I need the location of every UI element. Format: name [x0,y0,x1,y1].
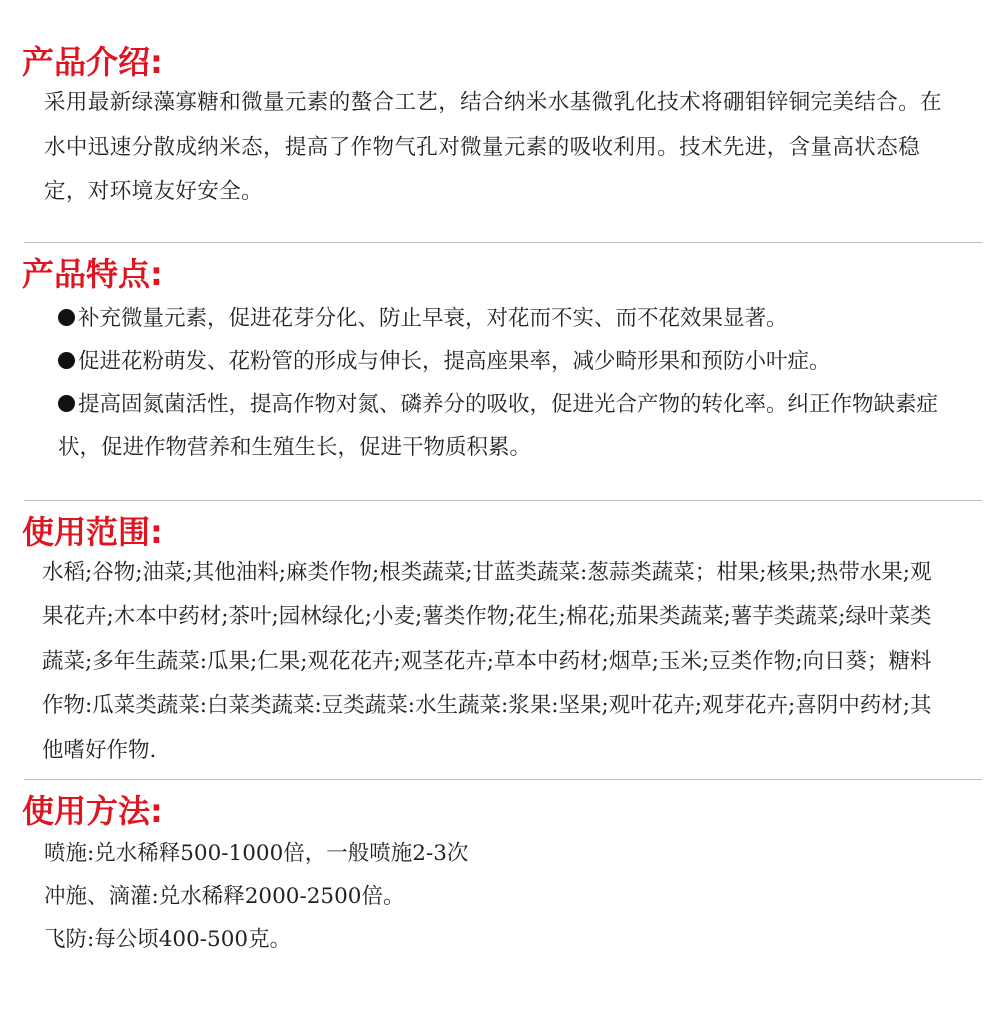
feature-item-text: 促进花粉萌发、花粉管的形成与伸长，提高座果率，减少畸形果和预防小叶症。 [78,349,831,374]
bullet-icon [58,309,75,326]
intro-heading: 产品介绍: [22,43,163,81]
usage-line-drip: 冲施、滴灌:兑水稀释2000-2500倍。 [44,884,405,909]
feature-item [58,340,958,384]
scope-text: 水稻;谷物;油菜;其他油料;麻类作物;根类蔬菜;甘蓝类蔬菜:葱蒜类蔬菜；柑果;核果;热带水果;观果花卉;木本中药材;茶叶;园林绿化;小麦;薯类作物;花生;棉花;茄果类蔬菜;薯芋类蔬菜;绿叶菜类蔬菜;多年生蔬菜:瓜果;仁果;观花花卉;观茎花卉;草本中药材;烟草;玉米;豆类作物;向日葵；糖料作物:瓜菜类蔬菜:白菜类蔬菜:豆类蔬菜:水生蔬菜:浆果:坚果;观叶花卉;观芽花卉;喜阴中药材;其他嗜好作物. [42,560,932,763]
feature-item [58,297,958,341]
bullet-icon [58,395,75,412]
divider [24,500,982,501]
usage-line-spray: 喷施:兑水稀释500-1000倍，一般喷施2-3次 [44,841,469,866]
scope-heading: 使用范围: [22,513,163,551]
divider [24,779,982,780]
feature-item-text: 提高固氮菌活性，提高作物对氮、磷养分的吸收，促进光合产物的转化率。纠正作物缺素症状，促进作物营养和生殖生长，促进干物质积累。 [58,392,939,460]
usage-line-aerial: 飞防:每公顷400-500克。 [44,927,292,952]
usage-heading: 使用方法: [22,792,163,830]
intro-text: 采用最新绿藻寡糖和微量元素的螯合工艺，结合纳米水基微乳化技术将硼钼锌铜完美结合。在水中迅速分散成纳米态，提高了作物气孔对微量元素的吸收利用。技术先进，含量高状态稳定，对环境友好安全。 [44,90,942,204]
features-heading: 产品特点: [22,255,163,293]
bullet-icon [58,352,75,369]
feature-item-text: 补充微量元素，促进花芽分化、防止早衰，对花而不实、而不花效果显著。 [78,306,788,331]
feature-item [58,383,958,469]
divider [24,242,982,243]
